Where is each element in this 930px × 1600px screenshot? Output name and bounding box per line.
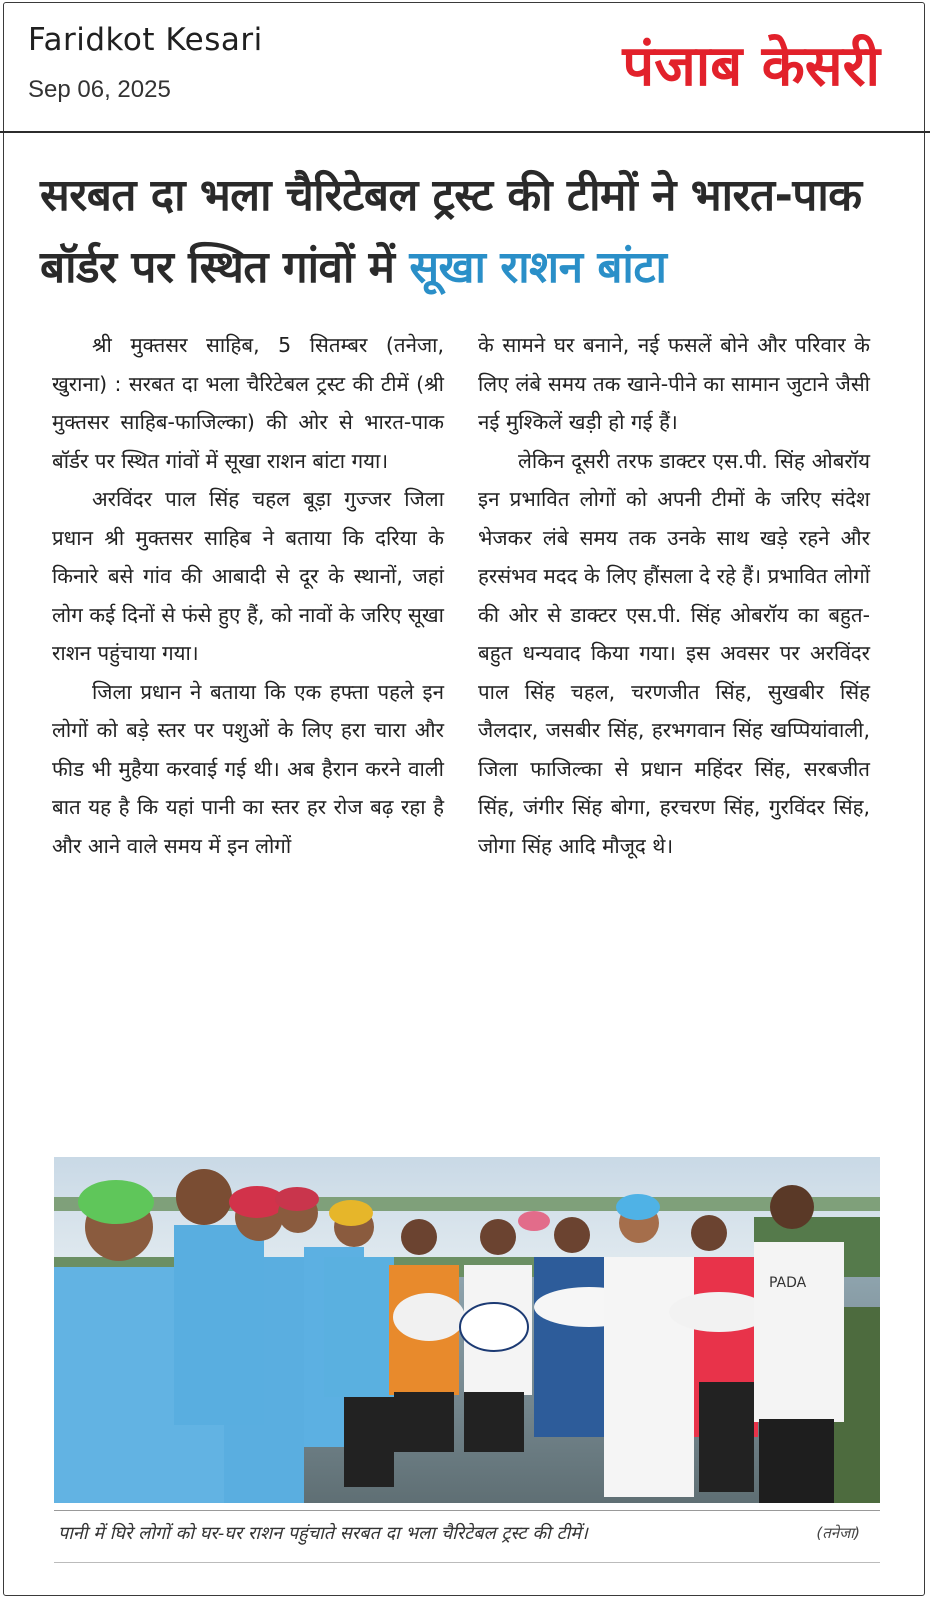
caption-rule [54, 1562, 880, 1563]
caption-text: पानी में घिरे लोगों को घर-घर राशन पहुंचाते सरबत दा भला चैरिटेबल ट्रस्ट की टीमें। [58, 1523, 588, 1544]
article-column-left [52, 326, 444, 865]
article-headline [40, 160, 900, 304]
shirt-text: PADA [769, 1275, 807, 1291]
photo-credit: (तनेजा) [816, 1524, 860, 1542]
photo-illustration [54, 1157, 880, 1503]
paragraph: अरविंदर पाल सिंह चहल बूड़ा गुज्जर जिला प्रधान श्री मुक्तसर साहिब ने बताया कि दरिया के किनारे बसे गांव की आबादी से दूर के स्थानों, जहां लोग कई दिनों से फंसे हुए हैं, को नावों के जरिए सूखा राशन पहुंचाया गया। [52, 487, 444, 665]
paragraph: के सामने घर बनाने, नई फसलें बोने और परिवार के लिए लंबे समय तक खाने-पीने का सामान जुटाने जैसी नई मुश्किलें खड़ी हो गई हैं। [478, 333, 870, 434]
headline-main: सरबत दा भला चैरिटेबल ट्रस्ट की टीमों ने भारत-पाक बॉर्डर पर स्थित गांवों में [40, 170, 862, 293]
header-divider [0, 131, 930, 133]
source-name: Faridkot Kesari [28, 22, 263, 58]
paragraph: जिला प्रधान ने बताया कि एक हफ्ता पहले इन लोगों को बड़े स्तर पर पशुओं के लिए हरा चारा और फीड भी मुहैया करवाई गई थी। अब हैरान करने वाली बात यह है कि यहां पानी का स्तर हर रोज बढ़ रहा है और आने वाले समय में इन लोगों [52, 679, 444, 858]
news-photo [54, 1157, 880, 1503]
paragraph: लेकिन दूसरी तरफ डाक्टर एस.पी. सिंह ओबरॉय इन प्रभावित लोगों को अपनी टीमों के जरिए संदेश भेजकर लंबे समय तक उनके साथ खड़े रहने और हरसंभव मदद के लिए हौंसला दे रहे हैं। प्रभावित लोगों की ओर से डाक्टर एस.पी. सिंह ओबरॉय का बहुत-बहुत धन्यवाद किया गया। इस अवसर पर अरविंदर पाल सिंह चहल, चरणजीत सिंह, सुखबीर सिंह जैलदार, जसबीर सिंह, हरभगवान सिंह खप्पियांवाली, जिला फाजिल्का से प्रधान महिंदर सिंह, सरबजीत सिंह, जंगीर सिंह बोगा, हरचरण सिंह, गुरविंदर सिंह, जोगा सिंह आदि मौजूद थे। [478, 448, 870, 858]
clipping-header [0, 0, 930, 132]
photo-caption [54, 1510, 880, 1557]
article-column-right [478, 326, 870, 865]
headline-highlight: सूखा राशन बांटा [409, 242, 667, 293]
newspaper-logo: पंजाब केसरी [622, 34, 880, 99]
publication-date: Sep 06, 2025 [28, 76, 171, 103]
paragraph: श्री मुक्तसर साहिब, 5 सितम्बर (तनेजा, खुराना) : सरबत दा भला चैरिटेबल ट्रस्ट की टीमें (श्री मुक्तसर साहिब-फाजिल्का) की ओर से भारत-पाक बॉर्डर पर स्थित गांवों में सूखा राशन बांटा गया। [52, 333, 444, 473]
